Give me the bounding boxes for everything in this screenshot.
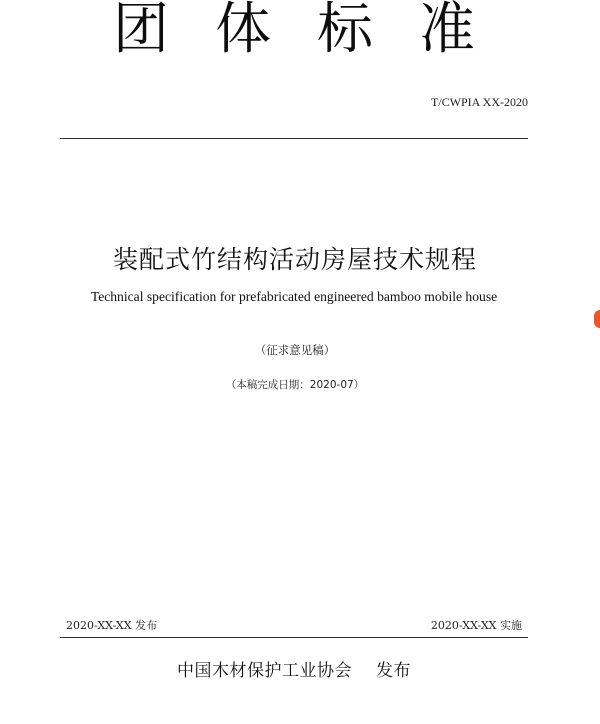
implementation-date: 2020-XX-XX 实施: [430, 619, 522, 632]
bottom-divider: [60, 637, 528, 638]
standard-code: T/CWPIA XX-2020: [431, 95, 528, 109]
edge-tab-marker[interactable]: [594, 310, 600, 328]
publisher-organization: 中国木材保护工业协会: [177, 661, 352, 681]
completion-date-note: （本稿完成日期：2020-07）: [225, 379, 365, 391]
document-title-cn: 装配式竹结构活动房屋技术规程: [112, 245, 477, 274]
draft-status-label: （征求意见稿）: [254, 343, 336, 357]
standard-type-heading: 团体标准: [113, 0, 521, 62]
publisher-line: [60, 656, 528, 681]
publisher-action: 发布: [376, 661, 411, 681]
release-date: 2020-XX-XX 发布: [66, 619, 158, 632]
document-title-en: Technical specification for prefabricated engineered bamboo mobile house: [90, 289, 498, 304]
top-divider: [60, 138, 528, 139]
